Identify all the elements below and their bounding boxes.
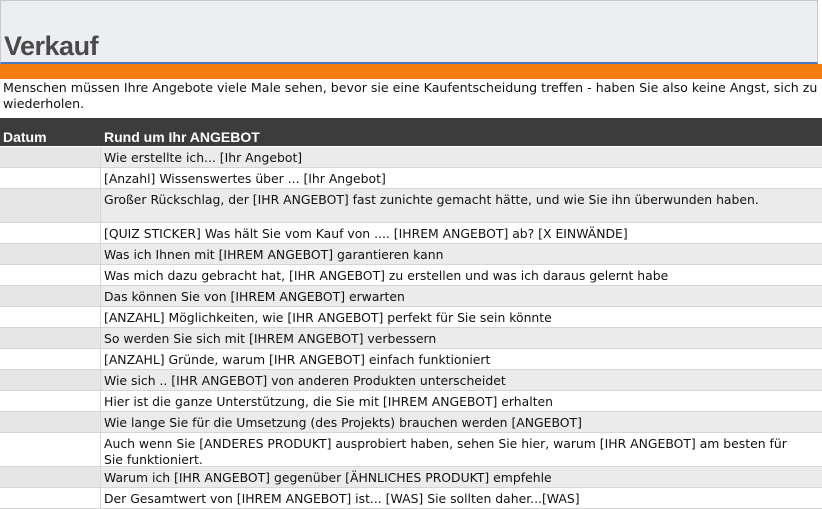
title-band: [0, 0, 818, 64]
date-cell[interactable]: [0, 391, 101, 411]
table-row[interactable]: [0, 391, 822, 412]
table-header: [0, 118, 822, 146]
accent-bar: [0, 64, 822, 79]
table-row[interactable]: [0, 349, 822, 370]
column-header-date: Datum: [3, 129, 47, 145]
table-row[interactable]: [0, 412, 822, 433]
topic-cell[interactable]: [QUIZ STICKER] Was hält Sie vom Kauf von .... [IHREM ANGEBOT] ab? [X EINWÄNDE]: [104, 226, 628, 241]
date-cell[interactable]: [0, 328, 101, 348]
table-row[interactable]: [0, 147, 822, 168]
topic-cell[interactable]: Auch wenn Sie [ANDERES PRODUKT] ausprobiert haben, sehen Sie hier, warum [IHR ANGEBOT] am besten für Sie funktioniert.: [104, 436, 787, 467]
topic-cell[interactable]: [ANZAHL] Möglichkeiten, wie [IHR ANGEBOT] perfekt für Sie sein könnte: [104, 310, 552, 325]
topic-cell[interactable]: Wie erstellte ich... [Ihr Angebot]: [104, 150, 303, 165]
topic-cell[interactable]: Wie lange Sie für die Umsetzung (des Projekts) brauchen werden [ANGEBOT]: [104, 415, 582, 430]
date-cell[interactable]: [0, 370, 101, 390]
date-cell[interactable]: [0, 488, 101, 508]
column-header-topic: Rund um Ihr ANGEBOT: [104, 129, 260, 145]
table-row[interactable]: [0, 265, 822, 286]
date-cell[interactable]: [0, 147, 101, 167]
page-title: Verkauf: [4, 31, 99, 61]
table-row[interactable]: [0, 223, 822, 244]
date-cell[interactable]: [0, 349, 101, 369]
table-row[interactable]: [0, 370, 822, 391]
table-row[interactable]: [0, 286, 822, 307]
topic-cell[interactable]: [ANZAHL] Gründe, warum [IHR ANGEBOT] einfach funktioniert: [104, 352, 491, 367]
topic-cell[interactable]: Der Gesamtwert von [IHREM ANGEBOT] ist... [WAS] Sie sollten daher...[WAS]: [104, 491, 580, 506]
table-row[interactable]: [0, 433, 822, 467]
topic-cell[interactable]: Was ich Ihnen mit [IHREM ANGEBOT] garantieren kann: [104, 247, 444, 262]
date-cell[interactable]: [0, 223, 101, 243]
topic-cell[interactable]: Hier ist die ganze Unterstützung, die Sie mit [IHREM ANGEBOT] erhalten: [104, 394, 554, 409]
date-cell[interactable]: [0, 189, 101, 222]
date-cell[interactable]: [0, 244, 101, 264]
topic-cell[interactable]: [Anzahl] Wissenswertes über ... [Ihr Angebot]: [104, 171, 386, 186]
topic-cell[interactable]: So werden Sie sich mit [IHREM ANGEBOT] verbessern: [104, 331, 437, 346]
intro-text: Menschen müssen Ihre Angebote viele Male sehen, bevor sie eine Kaufentscheidung treffen - haben Sie also keine Angst, sich zu wiederholen.: [3, 80, 818, 111]
table-row[interactable]: [0, 328, 822, 349]
topic-cell[interactable]: Großer Rückschlag, der [IHR ANGEBOT] fast zunichte gemacht hätte, und wie Sie ihn überwunden haben.: [104, 192, 759, 207]
table-body: [0, 147, 822, 509]
table-row[interactable]: [0, 244, 822, 265]
date-cell[interactable]: [0, 265, 101, 285]
table-row[interactable]: [0, 189, 822, 223]
date-cell[interactable]: [0, 286, 101, 306]
table-row[interactable]: [0, 488, 822, 509]
table-row[interactable]: [0, 307, 822, 328]
date-cell[interactable]: [0, 307, 101, 327]
date-cell[interactable]: [0, 168, 101, 188]
table-row[interactable]: [0, 467, 822, 488]
date-cell[interactable]: [0, 433, 101, 466]
date-cell[interactable]: [0, 467, 101, 487]
topic-cell[interactable]: Das können Sie von [IHREM ANGEBOT] erwarten: [104, 289, 405, 304]
table-row[interactable]: [0, 168, 822, 189]
topic-cell[interactable]: Was mich dazu gebracht hat, [IHR ANGEBOT] zu erstellen und was ich daraus gelernt habe: [104, 268, 669, 283]
topic-cell[interactable]: Warum ich [IHR ANGEBOT] gegenüber [ÄHNLICHES PRODUKT] empfehle: [104, 470, 552, 485]
topic-cell[interactable]: Wie sich .. [IHR ANGEBOT] von anderen Produkten unterscheidet: [104, 373, 506, 388]
date-cell[interactable]: [0, 412, 101, 432]
